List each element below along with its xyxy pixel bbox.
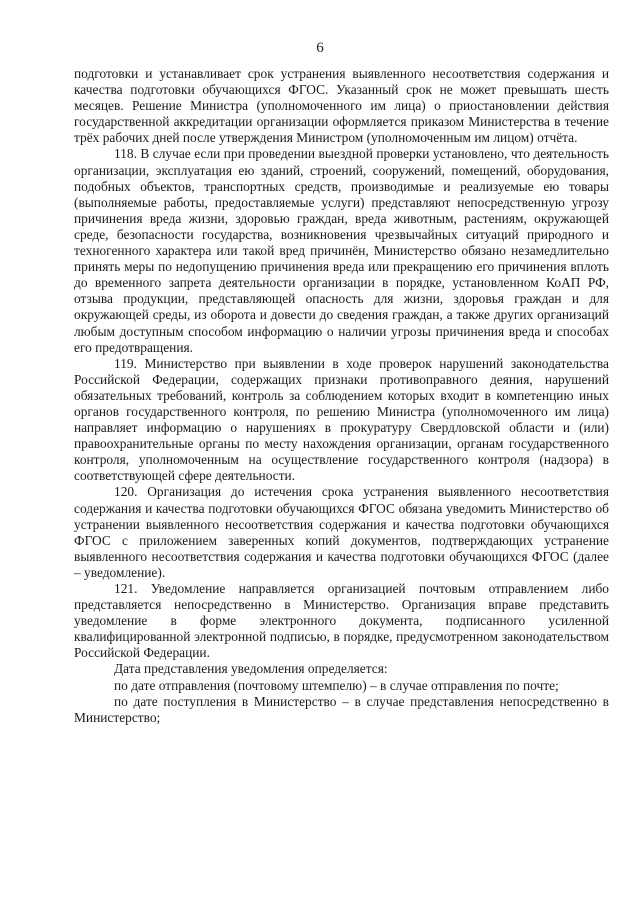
document-body (74, 66, 609, 726)
paragraph-118: 118. В случае если при проведении выездной проверки установлено, что деятельность организации, эксплуатация ею зданий, строений, сооружений, помещений, оборудования, подобных объектов, транспортных средств, производимые и реализуемые ею товары (выполняемые работы, предоставляемые услуги) представляют непосредственную угрозу причинения вреда жизни, здоровью граждан, вреда животным, растениям, окружающей среде, безопасности государства, возникновения чрезвычайных ситуаций природного и техногенного характера или такой вред причинён, Министерство обязано незамедлительно принять меры по недопущению причинения вреда или прекращению его причинения вплоть до временного запрета деятельности организации в порядке, установленном КоАП РФ, отзыва продукции, представляющей опасность для жизни, здоровья граждан и для окружающей среды, из оборота и довести до сведения граждан, а также других организаций любым доступным способом информацию о наличии угрозы причинения вреда и способах его предотвращения. (74, 146, 609, 355)
paragraph-119: 119. Министерство при выявлении в ходе проверок нарушений законодательства Российской Федерации, содержащих признаки противоправного деяния, нарушений обязательных требований, контроль за соблюдением которых входит в компетенцию иных органов государственного контроля, по решению Министра (уполномоченного им лица) направляет информацию о нарушениях в прокуратуру Свердловской области и (или) правоохранительные органы по месту нахождения организации, органам государственного контроля, уполномоченным на осуществление государственного контроля (надзора) в соответствующей сфере деятельности. (74, 355, 609, 484)
paragraph-120: 120. Организация до истечения срока устранения выявленного несоответствия содержания и качества подготовки обучающихся ФГОС обязана уведомить Министерство об устранении выявленного несоответствия содержания и качества подготовки обучающихся ФГОС с приложением заверенных копий документов, подтверждающих устранение выявленного несоответствия содержания и качества подготовки обучающихся ФГОС (далее – уведомление). (74, 484, 609, 580)
page-number: 6 (316, 40, 324, 56)
paragraph-continuation: подготовки и устанавливает срок устранения выявленного несоответствия содержания и качества подготовки обучающихся ФГОС. Указанный срок не может превышать шесть месяцев. Решение Министра (уполномоченного им лица) о приостановлении действия государственной аккредитации организации оформляется приказом Министерства в течение трёх рабочих дней после утверждения Министром (уполномоченным им лицом) отчёта. (74, 66, 609, 146)
paragraph-121: 121. Уведомление направляется организацией почтовым отправлением либо представляется непосредственно в Министерство. Организация вправе представить уведомление в форме электронного документа, подписанного усиленной квалифицированной электронной подписью, в порядке, предусмотренном законодательством Российской Федерации. (74, 581, 609, 661)
paragraph-notification-date: Дата представления уведомления определяется: (114, 661, 388, 677)
paragraph-postal-date: по дате отправления (почтовому штемпелю) – в случае отправления по почте; (114, 677, 559, 693)
paragraph-receipt-date: по дате поступления в Министерство – в случае представления непосредственно в Министерство; (74, 693, 609, 725)
